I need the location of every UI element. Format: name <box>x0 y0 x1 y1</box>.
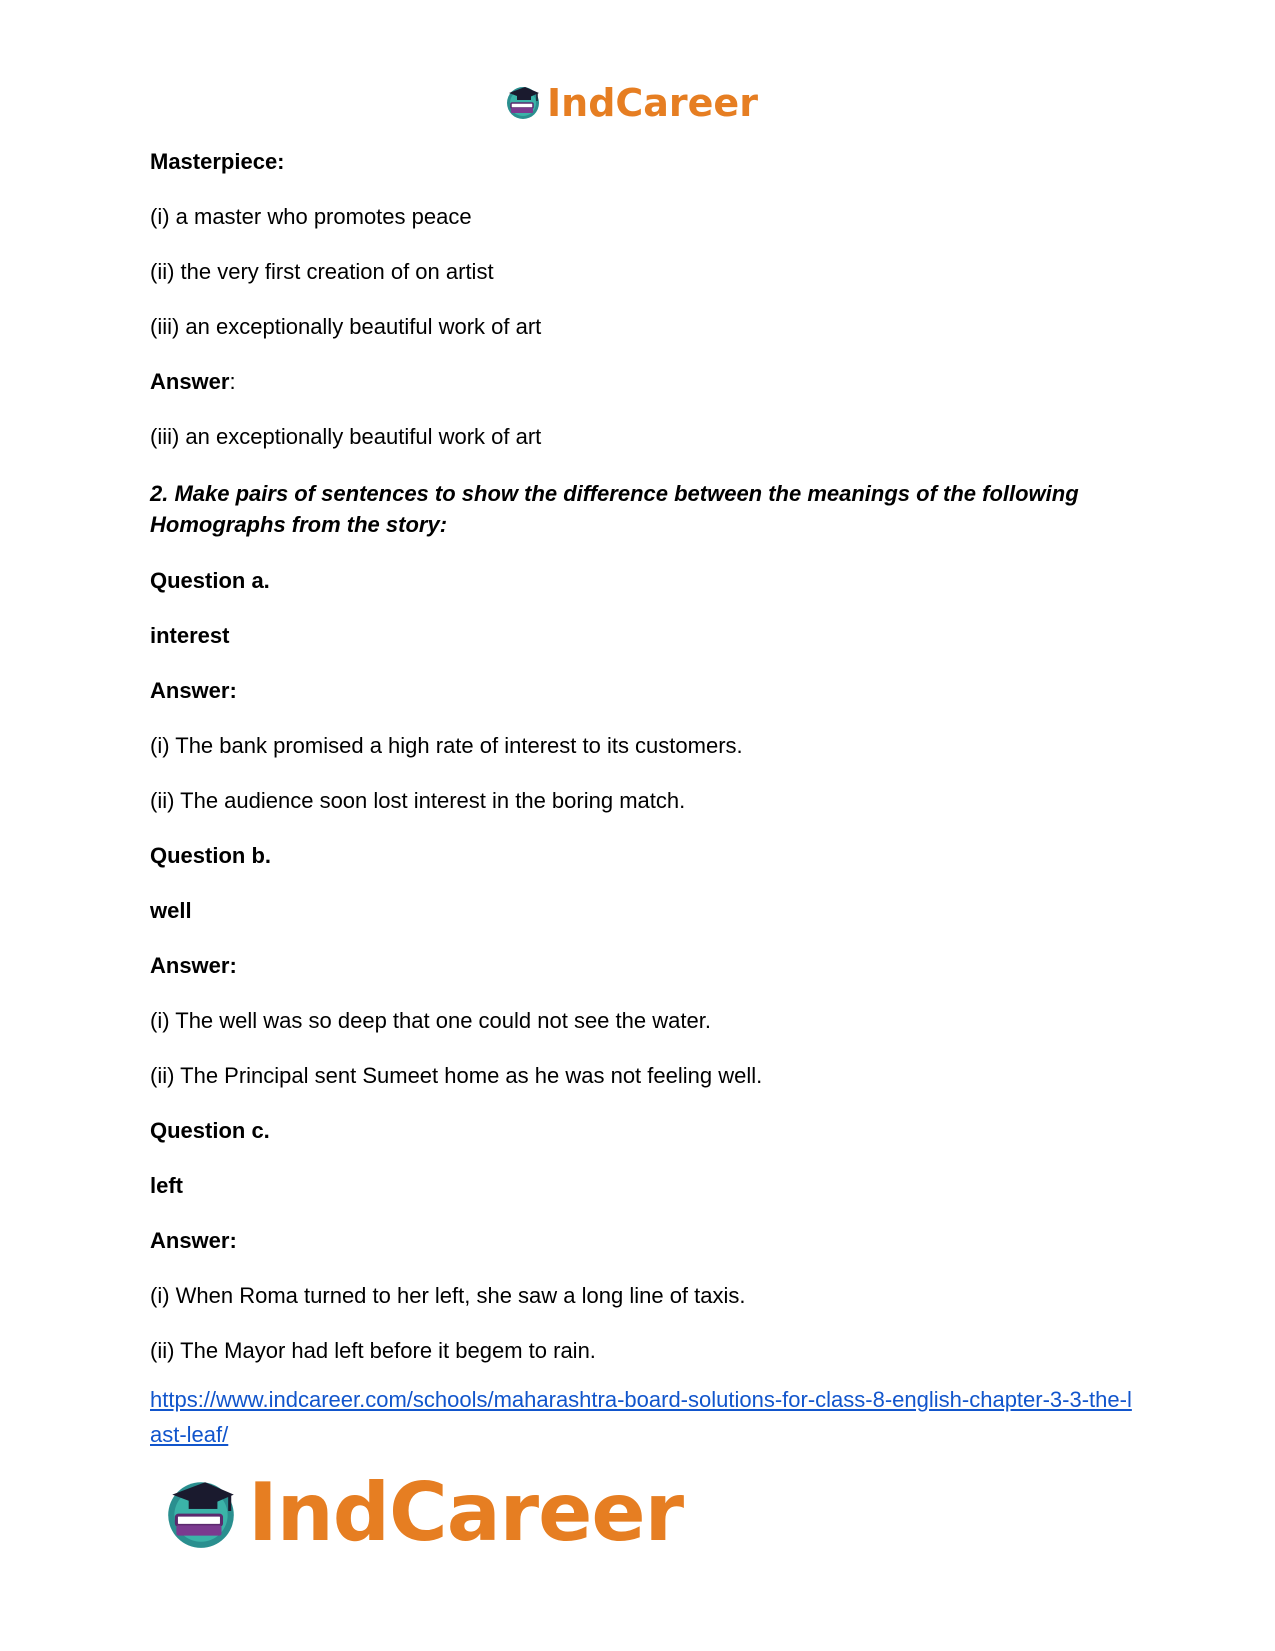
answer-label-colon: : <box>229 369 236 394</box>
answer-text: (i) When Roma turned to her left, she saw a long line of taxis. <box>150 1283 746 1308</box>
answer-text: (ii) The Mayor had left before it begem to rain. <box>150 1338 596 1363</box>
question-label: Question a. <box>150 568 270 593</box>
question-heading: 2. Make pairs of sentences to show the difference between the meanings of the following Homographs from the story: <box>150 481 1079 537</box>
answer-text: (i) The well was so deep that one could not see the water. <box>150 1008 711 1033</box>
source-link[interactable]: https://www.indcareer.com/schools/maharashtra-board-solutions-for-class-8-english-chapter-3-3-the-last-leaf/ <box>150 1387 1132 1447</box>
answer-label <box>150 368 1140 396</box>
heading-masterpiece: Masterpiece: <box>150 149 285 174</box>
option-text: (iii) an exceptionally beautiful work of art <box>150 314 542 339</box>
answer-label: Answer: <box>150 678 237 703</box>
option-text: (i) a master who promotes peace <box>150 204 472 229</box>
graduation-cap-book-globe-icon <box>503 81 543 126</box>
homograph-word: interest <box>150 623 230 648</box>
question-label: Question b. <box>150 843 271 868</box>
answer-label-bold: Answer <box>150 369 230 394</box>
option-text: (ii) the very first creation of on artist <box>150 259 494 284</box>
answer-label: Answer: <box>150 953 237 978</box>
answer-text: (ii) The Principal sent Sumeet home as he was not feeling well. <box>150 1063 763 1088</box>
question-label: Question c. <box>150 1118 270 1143</box>
footer-logo <box>160 1468 683 1558</box>
answer-text: (i) The bank promised a high rate of interest to its customers. <box>150 733 743 758</box>
header-logo <box>503 80 758 126</box>
answer-text: (ii) The audience soon lost interest in the boring match. <box>150 788 686 813</box>
homograph-word: well <box>150 898 192 923</box>
brand-name: IndCareer <box>248 1466 684 1559</box>
brand-name: IndCareer <box>547 81 758 125</box>
answer-label: Answer: <box>150 1228 237 1253</box>
graduation-cap-book-globe-icon <box>160 1470 242 1557</box>
document-body <box>150 148 1140 1452</box>
homograph-word: left <box>150 1173 183 1198</box>
answer-text: (iii) an exceptionally beautiful work of art <box>150 424 542 449</box>
